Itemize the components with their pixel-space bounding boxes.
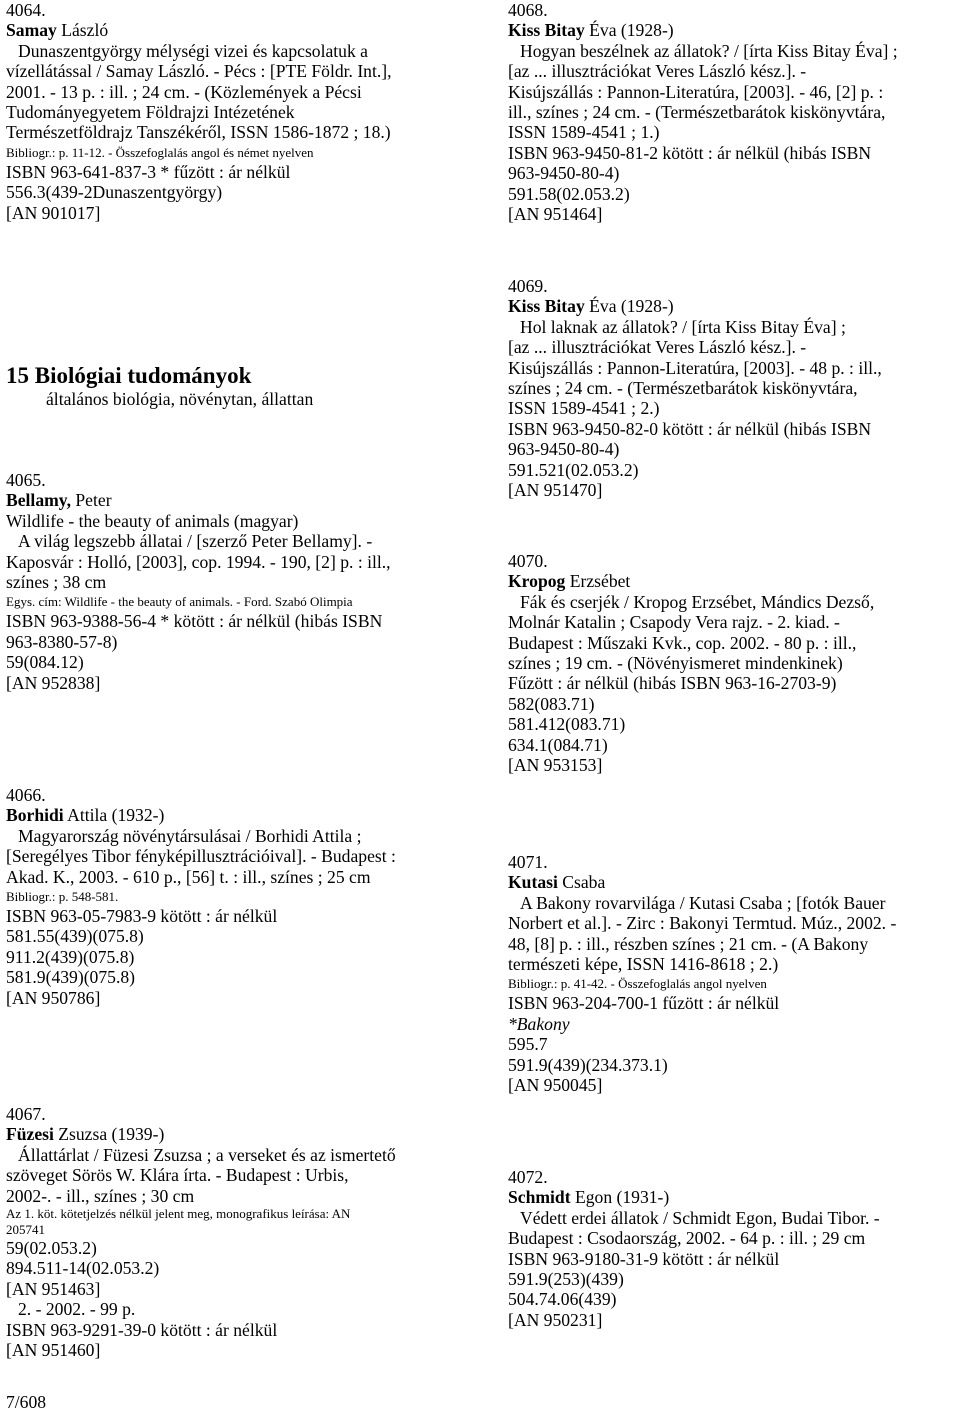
entry-title-line: Tudományegyetem Földrajzi Intézetének <box>6 102 295 123</box>
entry-4065 <box>6 470 461 693</box>
entry-classification: 582(083.71) <box>508 693 595 714</box>
entry-classification: 581.55(439)(075.8) <box>6 926 144 947</box>
entry-isbn: ISBN 963-9450-81-2 kötött : ár nélkül (hibás ISBN <box>508 142 872 163</box>
entry-title-line: Kisújszállás : Pannon-Literatúra, [2003]. - 46, [2] p. : <box>508 81 884 102</box>
entry-author: Kutasi Csaba <box>508 872 606 893</box>
entry-an-id: [AN 901017] <box>6 202 101 223</box>
entry-classification: 634.1(084.71) <box>508 734 608 755</box>
entry-4070 <box>508 551 960 775</box>
entry-title-line: vízellátással / Samay László. - Pécs : [PTE Földr. Int.], <box>6 61 392 82</box>
section-title: 15 Biológiai tudományok <box>6 363 252 388</box>
entry-title-line: Természetföldrajz Tanszékéről, ISSN 1586-1872 ; 18.) <box>6 122 391 143</box>
entry-number: 4069. <box>508 276 548 296</box>
entry-author: Kropog Erzsébet <box>508 571 631 592</box>
entry-number: 4065. <box>6 470 46 490</box>
entry-4067 <box>6 1104 461 1360</box>
entry-title-line: Kisújszállás : Pannon-Literatúra, [2003]. - 48 p. : ill., <box>508 357 882 378</box>
entry-number: 4071. <box>508 852 548 872</box>
entry-title-line: [Seregélyes Tibor fényképillusztrációival]. - Budapest : <box>6 846 396 867</box>
entry-4072 <box>508 1167 960 1330</box>
entry-4071 <box>508 852 960 1095</box>
entry-title-line: Állattárlat / Füzesi Zsuzsa ; a verseket és az ismertető <box>18 1144 396 1165</box>
entry-an-id: [AN 951460] <box>6 1340 101 1361</box>
entry-title-line: Dunaszentgyörgy mélységi vizei és kapcsolatuk a <box>18 40 368 61</box>
entry-title-line: Fák és cserjék / Kropog Erzsébet, Mándics Dezső, <box>520 591 875 612</box>
entry-number: 4068. <box>508 0 548 20</box>
entry-author: Kiss Bitay Éva (1928-) <box>508 296 674 317</box>
entry-title-line: Kaposvár : Holló, [2003], cop. 1994. - 190, [2] p. : ill., <box>6 551 391 572</box>
entry-author: Bellamy, Peter <box>6 490 112 511</box>
entry-title-line: színes ; 24 cm. - (Természetbarátok kiskönyvtára, <box>508 378 858 399</box>
entry-classification: 591.9(439)(234.373.1) <box>508 1054 668 1075</box>
entry-isbn-cont: 963-9450-80-4) <box>508 163 620 184</box>
entry-subject: *Bakony <box>508 1013 570 1034</box>
entry-4066 <box>6 785 461 1008</box>
entry-isbn: ISBN 963-05-7983-9 kötött : ár nélkül <box>6 906 278 927</box>
entry-4064 <box>6 0 461 223</box>
entry-classification: 591.521(02.053.2) <box>508 459 639 480</box>
entry-note: Bibliogr.: p. 548-581. <box>6 889 119 905</box>
entry-isbn: ISBN 963-641-837-3 * fűzött : ár nélkül <box>6 161 291 182</box>
entry-author: Kiss Bitay Éva (1928-) <box>508 20 674 41</box>
entry-title-line: [az ... illusztrációkat Veres László kész.]. - <box>508 61 807 82</box>
entry-author: Samay László <box>6 20 109 41</box>
entry-classification: 581.412(083.71) <box>508 714 626 735</box>
entry-title-line: Molnár Katalin ; Csapody Vera rajz. - 2. kiad. - <box>508 612 840 633</box>
entry-note: Az 1. köt. kötetjelzés nélkül jelent meg, monografikus leírása: AN <box>6 1206 351 1222</box>
entry-an-id: [AN 950045] <box>508 1075 603 1096</box>
section-heading <box>6 363 466 409</box>
entry-note: Bibliogr.: p. 41-42. - Összefoglalás angol nyelven <box>508 976 767 992</box>
entry-title-line: A Bakony rovarvilága / Kutasi Csaba ; [fotók Bauer <box>520 892 886 913</box>
entry-author: Schmidt Egon (1931-) <box>508 1187 670 1208</box>
entry-author: Borhidi Attila (1932-) <box>6 805 165 826</box>
entry-isbn: ISBN 963-204-700-1 fűzött : ár nélkül <box>508 993 780 1014</box>
entry-isbn: ISBN 963-9388-56-4 * kötött : ár nélkül (hibás ISBN <box>6 611 383 632</box>
page-number: 7/608 <box>6 1392 47 1412</box>
entry-binding: Fűzött : ár nélkül (hibás ISBN 963-16-2703-9) <box>508 673 837 694</box>
entry-title-line: Védett erdei állatok / Schmidt Egon, Budai Tibor. - <box>520 1207 880 1228</box>
entry-4068 <box>508 0 960 224</box>
entry-an-id: [AN 951463] <box>6 1278 101 1299</box>
entry-classification: 581.9(439)(075.8) <box>6 967 135 988</box>
entry-classification: 59(02.053.2) <box>6 1238 97 1259</box>
entry-title-line: természeti képe, ISSN 1416-8618 ; 2.) <box>508 954 779 975</box>
entry-title-line: ISSN 1589-4541 ; 1.) <box>508 122 660 143</box>
entry-classification: 59(084.12) <box>6 652 84 673</box>
entry-number: 4067. <box>6 1104 46 1124</box>
entry-title-line: ill., színes ; 24 cm. - (Természetbarátok kiskönyvtára, <box>508 102 886 123</box>
entry-number: 4070. <box>508 551 548 571</box>
entry-an-id: [AN 950786] <box>6 987 101 1008</box>
entry-title-line: Hol laknak az állatok? / [írta Kiss Bitay Éva] ; <box>520 316 846 337</box>
entry-classification: 556.3(439-2Dunaszentgyörgy) <box>6 182 223 203</box>
entry-an-id: [AN 952838] <box>6 672 101 693</box>
entry-an-id: [AN 951470] <box>508 480 603 501</box>
entry-title-line: ISSN 1589-4541 ; 2.) <box>508 398 660 419</box>
entry-note: 205741 <box>6 1222 45 1238</box>
entry-author: Füzesi Zsuzsa (1939-) <box>6 1124 165 1145</box>
entry-number: 4064. <box>6 0 46 20</box>
entry-4069 <box>508 276 960 500</box>
entry-classification: 504.74.06(439) <box>508 1289 617 1310</box>
entry-title-line: Hogyan beszélnek az állatok? / [írta Kiss Bitay Éva] ; <box>520 40 898 61</box>
entry-isbn-cont: 963-8380-57-8) <box>6 631 118 652</box>
entry-classification: 595.7 <box>508 1034 548 1055</box>
entry-title-line: Norbert et al.]. - Zirc : Bakonyi Termtud. Múz., 2002. - <box>508 913 897 934</box>
entry-classification: 591.58(02.053.2) <box>508 183 630 204</box>
entry-uniform-title: Wildlife - the beauty of animals (magyar) <box>6 510 299 531</box>
entry-title-line: [az ... illusztrációkat Veres László kész.]. - <box>508 337 807 358</box>
entry-classification: 894.511-14(02.053.2) <box>6 1258 160 1279</box>
entry-volume: 2. - 2002. - 99 p. <box>18 1299 136 1320</box>
entry-title-line: Budapest : Műszaki Kvk., cop. 2002. - 80 p. : ill., <box>508 632 857 653</box>
entry-title-line: színes ; 19 cm. - (Növényismeret mindenkinek) <box>508 653 843 674</box>
entry-isbn: ISBN 963-9450-82-0 kötött : ár nélkül (hibás ISBN <box>508 418 872 439</box>
entry-an-id: [AN 951464] <box>508 204 603 225</box>
entry-number: 4072. <box>508 1167 548 1187</box>
entry-title-line: Budapest : Csodaország, 2002. - 64 p. : ill. ; 29 cm <box>508 1228 866 1249</box>
section-subtitle: általános biológia, növénytan, állattan <box>46 389 314 409</box>
entry-title-line: színes ; 38 cm <box>6 572 107 593</box>
entry-title-line: 2002-. - ill., színes ; 30 cm <box>6 1185 195 1206</box>
entry-number: 4066. <box>6 785 46 805</box>
entry-note: Bibliogr.: p. 11-12. - Összefoglalás angol és német nyelven <box>6 144 314 160</box>
entry-isbn: ISBN 963-9180-31-9 kötött : ár nélkül <box>508 1248 780 1269</box>
entry-title-line: szöveget Sörös W. Klára írta. - Budapest : Urbis, <box>6 1165 349 1186</box>
entry-an-id: [AN 953153] <box>508 755 603 776</box>
entry-isbn-cont: 963-9450-80-4) <box>508 439 620 460</box>
entry-title-line: 2001. - 13 p. : ill. ; 24 cm. - (Közlemények a Pécsi <box>6 81 362 102</box>
entry-an-id: [AN 950231] <box>508 1309 603 1330</box>
entry-isbn: ISBN 963-9291-39-0 kötött : ár nélkül <box>6 1319 278 1340</box>
entry-title-line: Magyarország növénytársulásai / Borhidi Attila ; <box>18 825 362 846</box>
entry-classification: 911.2(439)(075.8) <box>6 946 135 967</box>
entry-title-line: A világ legszebb állatai / [szerző Peter Bellamy]. - <box>18 531 373 552</box>
entry-title-line: 48, [8] p. : ill., részben színes ; 21 cm. - (A Bakony <box>508 933 869 954</box>
entry-note: Egys. cím: Wildlife - the beauty of animals. - Ford. Szabó Olimpia <box>6 594 353 610</box>
entry-classification: 591.9(253)(439) <box>508 1269 624 1290</box>
entry-title-line: Akad. K., 2003. - 610 p., [56] t. : ill., színes ; 25 cm <box>6 866 371 887</box>
